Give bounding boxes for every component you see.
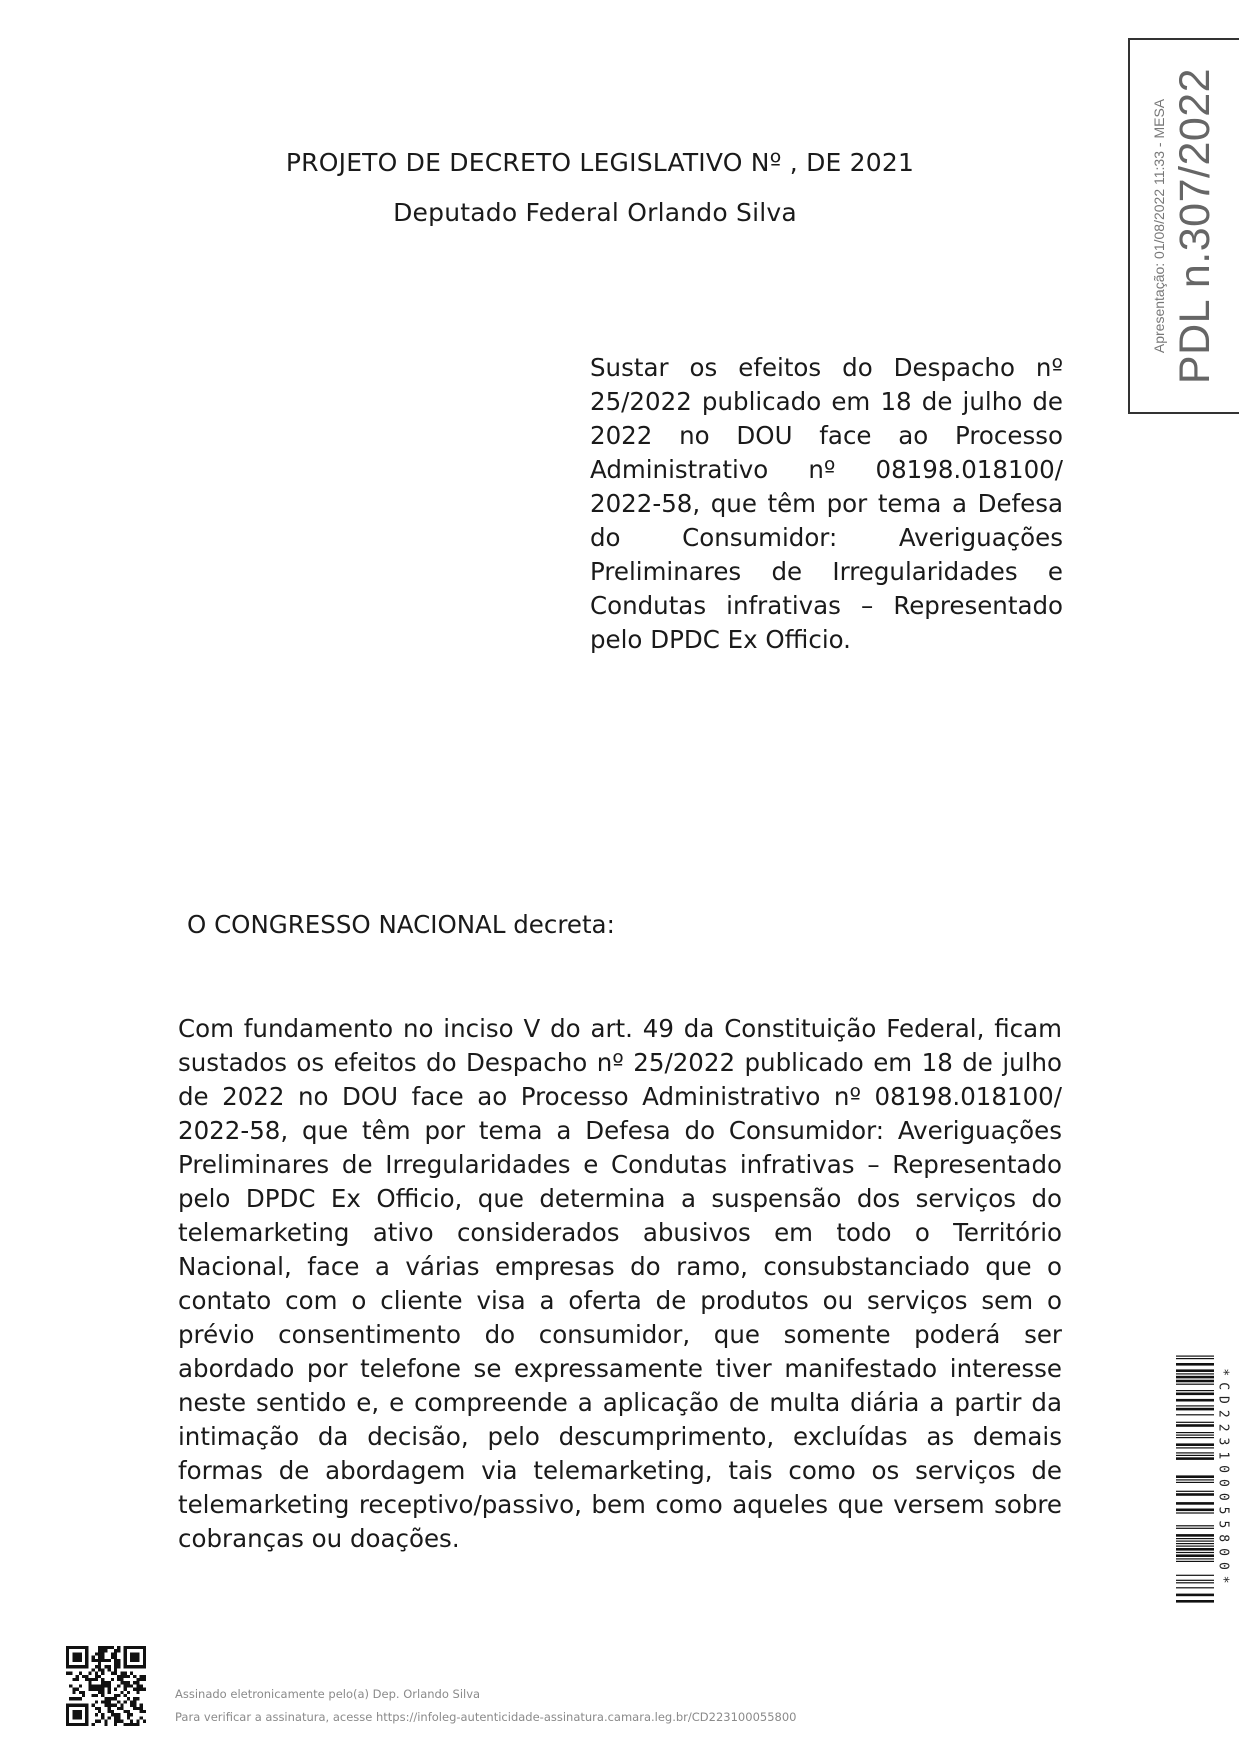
document-author: Deputado Federal Orlando Silva: [393, 198, 797, 227]
verification-link-text: Para verificar a assinatura, acesse https://infoleg-autenticidade-assinatura.camara.leg.br/CD223100055800: [175, 1710, 797, 1724]
barcode-image: [1176, 1353, 1214, 1605]
stamp-document-number: PDL n.307/2022: [1170, 67, 1218, 385]
signature-line: Assinado eletronicamente pelo(a) Dep. Orlando Silva: [175, 1687, 481, 1701]
stamp-presentation-date: Apresentação: 01/08/2022 11:33 - MESA: [1150, 98, 1166, 354]
preamble-text: O CONGRESSO NACIONAL decreta:: [187, 910, 615, 939]
article-text: Com fundamento no inciso V do art. 49 da Constituição Federal, ficam sustados os efeitos do Despacho nº 25/2022 publicado em 18 de julho de 2022 no DOU face ao Processo Administrativo nº 08198.018100/ 2022-58, que têm por tema a Defesa do Consumidor: Averiguações Preliminares de Irregularidades e Condutas infrativas – Representado pelo DPDC Ex Officio, que determina a suspensão dos serviços do telemarketing ativo considerados abusivos em todo o Território Nacional, face a várias empresas do ramo, consubstanciado que o contato com o cliente visa a oferta de produtos ou serviços sem o prévio consentimento do consumidor, que somente poderá ser abordado por telefone se expressamente tiver manifestado interesse neste sentido e, e compreende a aplicação de multa diária a partir da intimação da decisão, pelo descumprimento, excluídas as demais formas de abordagem via telemarketing, tais como os serviços de telemarketing receptivo/passivo, bem como aqueles que versem sobre cobranças ou doações.: [178, 1014, 1062, 1553]
protocol-stamp: [1128, 38, 1239, 414]
ementa-text: Sustar os efeitos do Despacho nº 25/2022 publicado em 18 de julho de 2022 no DOU face ao Processo Administrativo nº 08198.018100/ 2022-58, que têm por tema a Defesa do Consumidor: Averiguações Preliminares de Irregularidades e Condutas infrativas – Representado pelo DPDC Ex Officio.: [590, 353, 1063, 654]
qr-code-image: [66, 1646, 146, 1726]
document-title: PROJETO DE DECRETO LEGISLATIVO Nº , DE 2021: [285, 148, 915, 177]
barcode-caption: [1213, 1353, 1233, 1605]
barcode-text: *CD223100055800*: [1215, 1368, 1231, 1590]
